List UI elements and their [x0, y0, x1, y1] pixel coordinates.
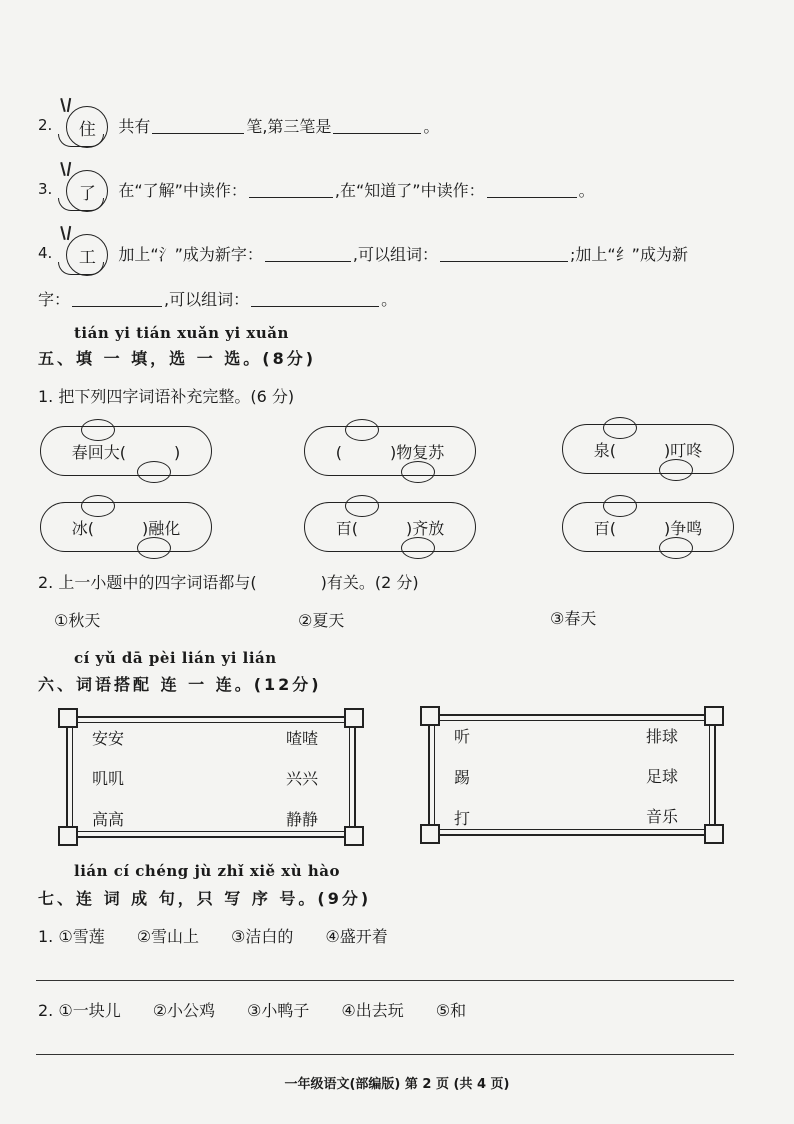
snail-character: 住 — [66, 106, 108, 148]
answer-blank[interactable] — [333, 117, 421, 134]
match-word[interactable]: 排球 — [646, 727, 679, 746]
question-text: 共有 — [118, 116, 151, 136]
question-text: 。 — [578, 180, 595, 200]
idiom-text: 冰( )融化 — [71, 518, 181, 538]
question-text: 笔,第三笔是 — [246, 116, 332, 136]
answer-blank[interactable] — [72, 290, 162, 307]
question-4-line2 — [38, 287, 397, 310]
question-2 — [38, 102, 439, 148]
idiom-text: ( )物复苏 — [335, 442, 445, 462]
snail-character: 工 — [66, 234, 108, 276]
match-word[interactable]: 静静 — [286, 810, 319, 829]
section-7-question-2: 2. ①一块儿 ②小公鸡 ③小鸭子 ④出去玩 ⑤和 — [38, 1001, 467, 1020]
section-5-heading: 五、填 一 填，选 一 选。(8分) — [38, 349, 317, 368]
section-7-heading: 七、连 词 成 句，只 写 序 号。(9分) — [38, 889, 372, 908]
question-text: 在“了解”中读作： — [118, 180, 247, 200]
match-word[interactable]: 叽叽 — [92, 769, 125, 788]
match-word[interactable]: 踢 — [454, 768, 471, 787]
question-text: 。 — [423, 116, 440, 136]
snail-icon — [56, 230, 114, 276]
question-3 — [38, 166, 595, 212]
question-text: 字： — [38, 290, 71, 309]
answer-blank[interactable] — [152, 117, 244, 134]
answer-line[interactable] — [36, 1054, 734, 1055]
question-number: 3. — [38, 180, 53, 198]
question-number: 4. — [38, 244, 53, 262]
section-6-pinyin: cí yǔ dā pèi lián yi lián — [74, 649, 277, 667]
idiom-cloud — [40, 502, 212, 552]
snail-icon — [56, 166, 114, 212]
question-text: ,在“知道了”中读作： — [334, 180, 485, 200]
page-footer: 一年级语文(部编版) 第 2 页 (共 4 页) — [284, 1077, 510, 1092]
idiom-text: 百( )齐放 — [335, 518, 445, 538]
section-7-pinyin: lián cí chéng jù zhǐ xiě xù hào — [74, 862, 341, 880]
idiom-text: 春回大( ) — [71, 442, 181, 462]
answer-blank[interactable] — [440, 245, 568, 262]
idiom-text: 泉( )叮咚 — [593, 440, 703, 460]
answer-blank[interactable] — [249, 181, 333, 198]
answer-blank[interactable] — [265, 245, 351, 262]
match-word[interactable]: 打 — [454, 809, 471, 828]
match-word[interactable]: 喳喳 — [286, 729, 319, 748]
question-text: ,可以组词： — [164, 290, 250, 309]
match-word[interactable]: 高高 — [92, 810, 125, 829]
idiom-cloud — [562, 502, 734, 552]
idiom-cloud — [304, 426, 476, 476]
question-text: ;加上“纟”成为新 — [570, 244, 688, 264]
answer-line[interactable] — [36, 980, 734, 981]
section-6-heading: 六、词语搭配 连 一 连。(12分) — [38, 675, 322, 694]
answer-blank[interactable] — [251, 290, 379, 307]
match-word[interactable]: 足球 — [646, 767, 679, 786]
option-spring[interactable]: ③春天 — [550, 609, 597, 628]
match-word[interactable]: 安安 — [92, 729, 125, 748]
idiom-text: 百( )争鸣 — [593, 518, 703, 538]
answer-blank[interactable] — [487, 181, 577, 198]
snail-icon — [56, 102, 114, 148]
match-word[interactable]: 听 — [454, 727, 471, 746]
section-5-pinyin: tián yi tián xuǎn yi xuǎn — [74, 324, 289, 342]
option-summer[interactable]: ②夏天 — [298, 611, 345, 630]
section-5-question-2: 2. 上一小题中的四字词语都与( )有关。(2 分) — [38, 573, 419, 592]
match-word[interactable]: 兴兴 — [286, 769, 319, 788]
section-7-question-1: 1. ①雪莲 ②雪山上 ③洁白的 ④盛开着 — [38, 927, 388, 946]
question-4 — [38, 230, 688, 276]
idiom-cloud — [40, 426, 212, 476]
match-word[interactable]: 音乐 — [646, 807, 679, 826]
question-number: 2. — [38, 116, 53, 134]
option-autumn[interactable]: ①秋天 — [54, 611, 101, 630]
question-text: 加上“氵”成为新字： — [118, 244, 263, 264]
idiom-cloud — [562, 424, 734, 474]
snail-character: 了 — [66, 170, 108, 212]
idiom-cloud — [304, 502, 476, 552]
section-5-question-1: 1. 把下列四字词语补充完整。(6 分) — [38, 387, 295, 406]
question-text: 。 — [381, 290, 398, 309]
question-text: ,可以组词： — [352, 244, 438, 264]
